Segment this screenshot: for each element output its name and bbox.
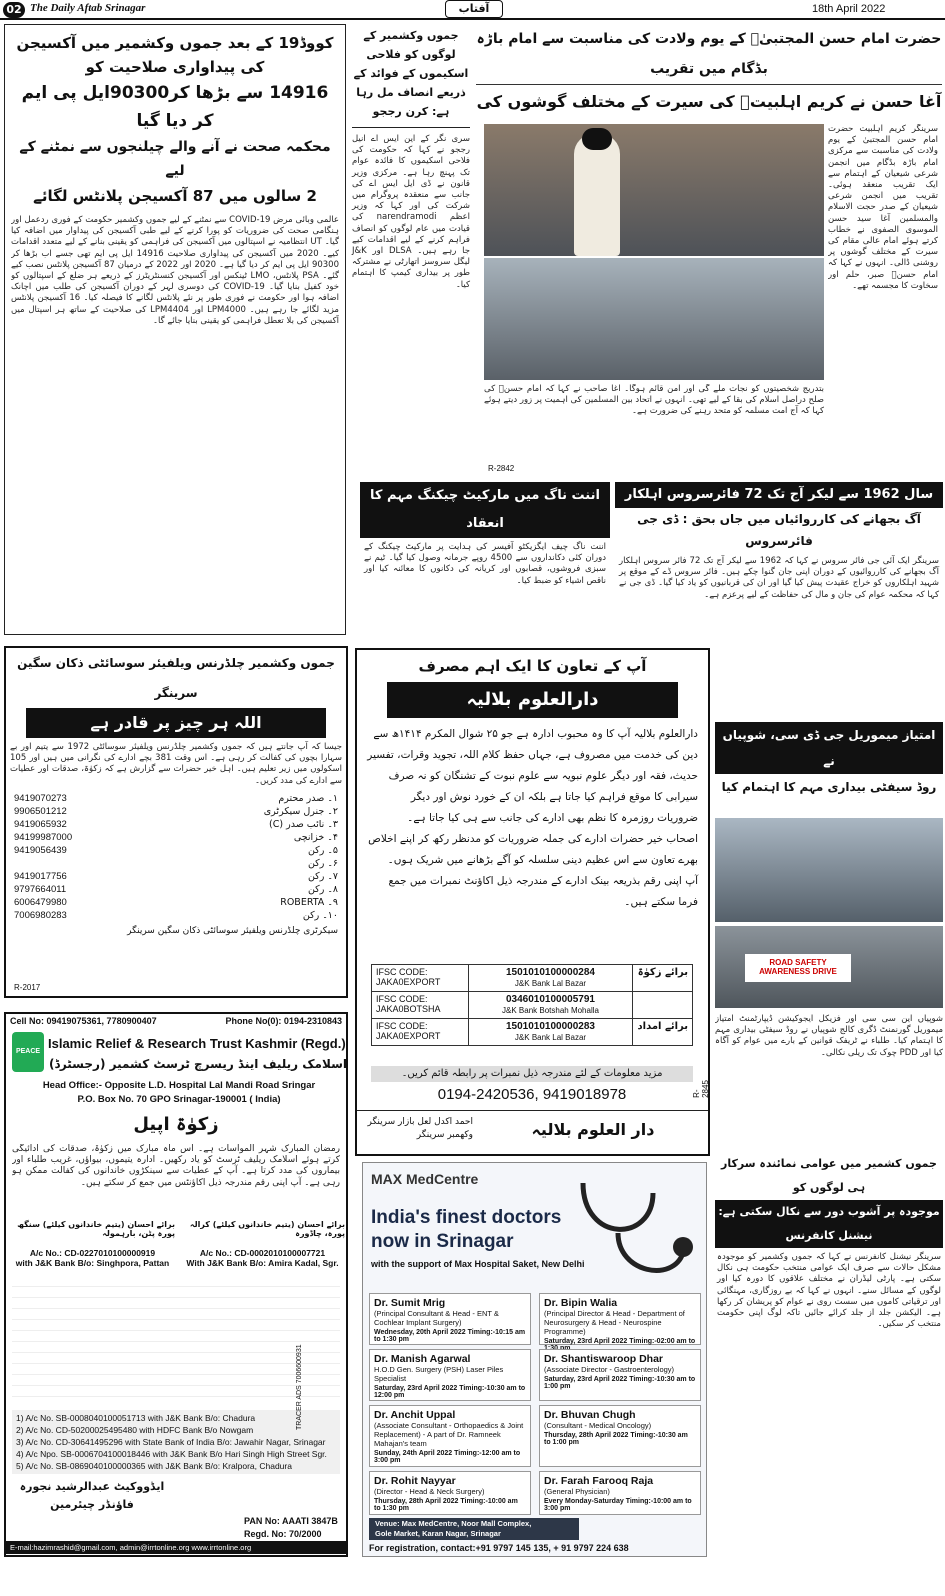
doctor-card: Dr. Rohit Nayyar (Director - Head & Neck Surgery) Thursday, 28th April 2022 Timing:-10:00 am to 1:30 pm [369,1471,531,1515]
max-medcentre-ad [362,1162,707,1557]
doctor-card: Dr. Manish Agarwal H.O.D Gen. Surgery (PSH) Laser Piles Specialist Saturday, 23rd April 2022 Timing:-10:30 am to 12:00 pm [369,1349,531,1401]
contact-row: 9797664011 ۸۔ رکن [14,884,338,895]
imtiaz-photo-1 [715,818,943,922]
ir-account-row: 3) A/c No. CD-30641495296 with State Bank of India B/o: Jawahir Nagar, Srinagar [16,1437,326,1447]
ir-account-row: 4) A/c Npo. SB-0006704100018446 with J&K Bank B/o Hari Singh High Street Sgr. [16,1449,327,1459]
ir-head-office: Head Office:- Opposite L.D. Hospital Lal Mandi Road Sringar [42,1080,316,1091]
welfare-ad [4,646,348,998]
ir-email: E-mail:hazimrashid@gmail.com, admin@irrtonline.org www.irrtonline.org [6,1541,346,1554]
ir-signature-2: فاؤنڈر چیئرمین [50,1498,134,1511]
darul-uloom-ad [355,648,710,1156]
ir-appeal-body: رمضان المبارک شہر المواسات ہے۔ اس ماہ مبارک میں زکوٰۃ، صدقات کی ادائیگی کرتے ہوئے اسلامک ریلیف ٹرسٹ کو یاد رکھیں۔ ادارہ یتیموں، بیواؤں، غریب طلباء اور بیماروں کی مدد کرتا ہے۔ آپ کے عطیات سے سینکڑوں خاندانوں کی کفالت ممکن ہو رہی ہے۔ آپ اپنی رقم مندرجہ ذیل اکاؤنٹس میں جمع کر سکتے ہیں۔ [12,1144,340,1188]
students-body: سری نگر کے این ایس اے انیل رججو نے کہا کہ حکومت کی فلاحی اسکیموں کا فائدہ عوام تک پہنچ رہا ہے۔ مرکزی وزیر قانون نے ڈی ایل ایس اے کی جانب سے منعقدہ پروگرام میں شرکت کی اور کہا کہ وزیر اعظم narendramodi کی قیادت میں عام لوگوں کو انصاف فراہم کرنے کے لیے اقدامات کیے جا رہے ہیں۔ DLSA اور J&K لیگل سروسز اتھارٹی نے مشترکہ طور پر بیداری کیمپ کا اہتمام کیا۔ [352,134,470,290]
contact-row: 9419070273 ۱۔ صدر محترم [14,793,338,804]
ir-account-row: 5) A/c No. SB-0869040100000365 with J&K Bank B/o: Kralpora, Chadura [16,1461,292,1471]
max-venue: Venue: Max MedCentre, Noor Mall Complex, Gole Market, Karan Nagar, Srinagar [369,1518,579,1540]
ir-po-box: P.O. Box No. 70 GPO Srinagar-190001 ( India) [77,1094,281,1105]
islamic-relief-ad [4,1012,348,1557]
welfare-body: جیسا کہ آپ جانتے ہیں کہ جموں وکشمیر چلڈرنس ویلفیئر سوسائٹی 1972 سے یتیم اور بے سہارا بچوں کی کفالت کر رہی ہے۔ اس وقت 381 بچے ادارے کی نگرانی میں ہیں اور 105 اسکولوں میں زیر تعلیم ہیں۔ اہل خیر حضرات سے گزارش ہے کہ زکوٰۃ، صدقات اور عطیات سے ادارے کی مدد کریں۔ [10,742,342,786]
speaker-figure [574,134,620,256]
contact-row: 9419065932 ۳۔ نائب صدر (C) [14,819,338,830]
welfare-footer: سیکرٹری چلڈرنس ویلفیئر سوسائٹی ذکان سگین سرینگر [127,926,338,936]
nc-headline-1: جموں کشمیر میں عوامی نمائندہ سرکار ہی لوگوں کو [721,1157,937,1194]
welfare-ref: R-2017 [14,983,41,992]
imam-headline-2: آغا حسن نے کریم اہلبیتؑ کی سیرت کے مختلف گوشوں کی [476,92,942,111]
contact-row: 9906501212 ۲۔ جنرل سیکرٹری [14,806,338,817]
du-account-row: IFSC CODE: JAKA0EXPORT 1501010100000283 J&K Bank Lal Bazar برائے امداد [372,1019,692,1045]
covid-story [4,24,346,635]
covid-headline-2: 14916 سے بڑھا کر90300ایل پی ایم کر دیا گیا [21,83,329,131]
nc-story [715,1152,943,1557]
imam-headline-1: حضرت امام حسن المجتبیٰؑ کے یوم ولادت کی مناسبت سے امام باڑہ بڈگام میں تقریب [476,24,942,85]
du-footer-name: دار العلوم بلالیہ [531,1120,655,1139]
du-account-row: IFSC CODE: JAKA0BOTSHA 0346010100005791 J&K Bank Botshah Mohalla [372,992,692,1019]
ir-name-en: Islamic Relief & Research Trust Kashmir (Regd.) [48,1036,346,1051]
covid-headline-3: محکمہ صحت نے آنے والے چیلنجوں سے نمٹنے کے لیے [19,139,331,179]
welfare-title: جموں وکشمیر چلڈرنس ویلفیئر سوسائٹی ذکان سگین سرینگر [17,656,335,700]
students-story [350,24,472,479]
imtiaz-headline-1: امتیاز میموریل جی ڈی سی، شوپیاں نے [715,722,943,774]
du-institution: دارالعلوم بلالیہ [387,682,678,718]
masthead-date: 18th April 2022 [812,3,886,15]
tracer-ads-side: TRACER ADS 7006600931 [296,1344,303,1430]
ir-left-fund: برائے احسان (یتیم خاندانوں کیلئے) سنگھ پورہ پٹن، بارہمولہ [17,1220,175,1238]
nc-headline-2: موجودہ پر آشوب دور سے نکال سکتی ہے: نیشنل کانفرنس [715,1200,943,1248]
imtiaz-body: شوپیاں این سی سی اور فزیکل ایجوکیشن ڈیپارٹمنٹ امتیاز میموریل گورنمنٹ ڈگری کالج شوپیاں نے روڈ سیفٹی بیداری مہم کا اہتمام کیا۔ طلباء نے ٹریفک قوانین کے بارے میں عوام کو آگاہ کیا اور PDD چوک تک ریلی نکالی۔ [715,1014,943,1058]
du-imdad-label: برائے امداد [632,1019,692,1045]
doctor-card: Dr. Bhuvan Chugh (Consultant - Medical Oncology) Thursday, 28th April 2022 Timing:-10:30 am to 1:00 pm [539,1405,701,1467]
ir-right-ac: A/c No.: CD-0002010100007721 With J&K Bank B/o: Amira Kadal, Sgr. [186,1248,339,1268]
paper-name: The Daily Aftab Srinagar [30,2,146,14]
max-registration: For registration, contact:+91 9797 145 135, + 91 9797 224 638 [369,1543,629,1553]
imtiaz-photo-2 [715,926,943,1008]
imam-ref: R-2842 [488,464,515,473]
doctor-card: Dr. Farah Farooq Raja (General Physician) Every Monday-Saturday Timing:-10:00 am to 3:00 pm [539,1471,701,1515]
doctor-card: Dr. Bipin Walia (Principal Director & Head - Department of Neurosurgery & Head - Neurospine Programme) Saturday, 23rd April 2022 Timing:-02:00 am to [539,1293,701,1345]
imam-photo-bottom [484,258,824,380]
ir-left-ac: A/c No.: CD-0227010100000919 with J&K Bank B/o: Singhpora, Pattan [15,1248,170,1268]
road-safety-banner: ROAD SAFETY AWARENESS DRIVE [745,954,851,982]
contact-row: 94199987000 ۴۔ خزانچی [14,832,338,843]
nc-body: سرینگر نیشنل کانفرنس نے کہا کہ جموں وکشمیر کو موجودہ مشکل حالات سے صرف ایک عوامی منتخب حکومت ہی نکال سکتی ہے۔ پارٹی لیڈران نے مختلف علاقوں کا دورہ کیا اور لوگوں کے مسائل سنے۔ انہوں نے کہا کہ بے روزگاری، مہنگائی اور ترقیاتی کاموں میں سست روی نے عوام کو پریشان کر رکھا ہے۔ الیکشن جلد از جلد کرائے جائیں تاکہ لوگ اپنی حکومت منتخب کر سکیں۔ [717,1252,941,1330]
du-heading: آپ کے تعاون کا ایک اہم مصرف [418,657,647,675]
speaker-turban [582,128,612,150]
ir-contact-bar [6,1014,346,1028]
imam-body-mid: بتدریج شخصیتوں کو نجات ملے گی اور امن قائم ہوگا۔ آغا صاحب نے کہا کہ امام حسنؑ کی صلح دراصل اسلام کی بقا کے لیے تھی۔ انہوں نے اتحاد بین المسلمین کی اہمیت پر زور دیتے ہوئے کہا کہ آج امت مسلمہ کو متحد رہنے کی ضرورت ہے۔ [484,384,824,417]
imtiaz-story [715,722,943,1150]
du-more-info: مزید معلومات کے لئے مندرجہ ذیل نمبرات پر رابطہ قائم کریں۔ [371,1066,693,1082]
imam-body-right: سرینگر کریم اہلبیت حضرت امام حسن المجتبیٰ کے یوم ولادت کی مناسبت سے مرکزی امام باڑہ بڈگام میں انجمن شرعی شیعیان کے اہتمام سے ایک تقریب منعقد ہوئی۔ تقریب میں انجمن شرعی شیعیان کے صدر حجت الاسلام والمسلمین آغا سید حسن الموسوی الصفوی نے خطاب کرتے ہوئے امام عالی مقام کی سیرت کے مختلف گوشوں پر روشنی ڈالی۔ انہوں نے کہا کہ امام حسنؑ صبر، حلم اور سخاوت کا مجسمہ تھے۔ [828,124,938,291]
contact-row: 9419056439 ۵۔ رکن [14,845,338,856]
masthead [0,0,945,20]
covid-headline-1: کووڈ19 کے بعد جموں وکشمیر میں آکسیجن کی پیداواری صلاحیت کو [16,34,334,76]
du-zakat-label: برائے زکوٰۃ [632,965,692,991]
ir-account-list [12,1410,340,1474]
du-address: احمد اکدل لعل بازار سرینگر وکھمبر سرینگر [367,1117,473,1140]
page-number: 02 [3,2,25,18]
masthead-logo: آفتاب [445,0,503,18]
ir-account-row: 1) A/c No. SB-0008040100051713 with J&K Bank B/o: Chadura [16,1413,256,1423]
max-headline-2: now in Srinagar [371,1231,514,1252]
covid-body: عالمی وبائی مرض COVID-19 سے نمٹنے کے لیے جموں وکشمیر حکومت کے فوری ردعمل اور ہنگامی صحت کی ضروریات کو پورا کرنے کے لیے طبی آکسیجن کی پیداوار میں اضافہ کیا گیا۔ UT انتظامیہ نے اسپتالوں میں آکسیجن کی فراہمی کو یقینی بنانے کے لیے متعدد اقدامات کیے۔ 2020 میں آکسیجن کی پیداواری صلاحیت 14916 ایل پی ایم تھی جسے اب بڑھا کر 90300 ایل پی ایم کر دیا گیا ہے۔ 2020 اور 2022 کے درمیان 87 آکسیجن پلانٹس نصب کیے گئے۔ PSA پلانٹس، LMO ٹینکس اور آکسیجن کنسنٹریٹرز کے ذریعے ہر ضلع کے اسپتالوں کو خود کفیل بنایا گیا۔ COVID-19 کی دوسری لہر کے دوران آکسیجن کی طلب میں اچانک اضافہ ہوا اور حکومت نے فوری طور پر نئے پلانٹس لگانے کا فیصلہ کیا۔ 16 آکسیجن پلانٹس مزید لگائے جا رہے ہیں۔ LPM4000 اور LPM4404 کی صلاحیت کے ساتھ ہر اسپتال میں آکسیجن کی بلا تعطل فراہمی کو یقینی بنایا جائے گا۔ [11,215,339,326]
max-brand: MAX MedCentre [371,1171,479,1187]
du-body-2: اصحاب خیر حضرات ادارے کی جملہ ضروریات کو مدنظر رکھ کر اپنے اخلاص بھرے تعاون سے اس عظیم دینی سلسلہ کو آگے بڑھانے میں شریک ہوں۔ [368,833,698,866]
covid-headline-4: 2 سالوں میں 87 آکسیجن پلانٹس لگائے [33,187,317,205]
fire-headline-1: سال 1962 سے لیکر آج تک 72 فائرسروس اہلکار [615,482,943,508]
welfare-contacts [6,792,346,922]
doctor-card: Dr. Shantiswaroop Dhar (Associate Director - Gastroenterology) Saturday, 23rd April 2022 Timing:-10:30 am to 1:00 pm [539,1349,701,1401]
market-body: اننت ناگ چیف ایگزیکٹو آفیسر کی ہدایت پر مارکیٹ چیکنگ کے دوران کئی دکانداروں سے 4500 روپے جرمانہ وصول کیا گیا۔ ٹیم نے سبزی فروشوں، قصابوں اور کریانہ کی دکانوں کا معائنہ کیا اور ناقص اشیاء کو ضبط کیا۔ [364,542,606,586]
max-support: with the support of Max Hospital Saket, New Delhi [371,1259,585,1269]
ir-logo: PEACE [12,1032,44,1072]
du-phones: 0194-2420536, 9419018978 [437,1086,627,1103]
du-account-table [371,964,693,1046]
du-body-1: دارالعلوم بلالیہ آپ کا وہ محبوب ادارہ ہے جو ۲۵ شوال المکرم ۱۴۱۴ھ سے دین کی خدمت میں مصروف ہے، جہاں حفظ کلام اللہ، تجوید وقرات، تفسیر حدیث، فقہ اور دیگر علوم نبویہ سے علوم نبوت کے تشنگان کو نہ صرف سیرابی کا موقع فراہم کیا جاتا ہے بلکہ ان کے خورد نوش اور دیگر ضروریات روزمرہ کا نظم بھی ادارے کی جانب سے ہی کیا جاتا ہے۔ [367,728,698,824]
ir-right-fund: برائے احسان (یتیم خاندانوں کیلئے) کرالہ پورہ، چاڈورہ [189,1220,345,1238]
stethoscope-icon [563,1173,703,1303]
imam-story [476,24,942,479]
ir-name-ur: اسلامک ریلیف اینڈ ریسرچ ٹرسٹ کشمیر (رجسٹرڈ) [48,1057,347,1071]
du-body-3: آپ اپنی رقم بذریعہ بینک ادارے کے مندرجہ ذیل اکاؤنٹ نمبرات میں جمع فرما سکتے ہیں۔ [388,875,698,908]
students-headline: جموں وکشمیر کے لوگوں کو فلاحی اسکیموں کے فوائد کے ذریعے انصاف مل رہا ہے: کرن رججو [353,29,469,118]
market-story [360,482,610,640]
du-ref: R-2845 [691,1080,710,1098]
contact-row: 6006479980 ۹۔ ROBERTA [14,897,338,908]
imtiaz-headline-2: روڈ سیفٹی بیداری مہم کا اہتمام کیا [721,780,937,794]
ir-list-body [12,1276,340,1406]
doctor-card: Dr. Anchit Uppal (Associate Consultant - Orthopaedics & Joint Replacement) - A part of Dr. Ramneek Mahajan's team Sunday, 24th April 2022 Timing:-12:00 am to 3:00 pm [369,1405,531,1467]
imam-photo-top [484,124,824,256]
fire-headline-2: آگ بجھانے کی کارروائیاں میں جاں بحق : ڈی جی فائرسروس [637,512,921,548]
doctor-card: Dr. Sumit Mrig (Principal Consultant & Head - ENT & Cochlear Implant Surgery) Wednesday, 20th April 2022 Timing:-10:15 am to 1:30 pm [369,1293,531,1345]
ir-signature-1: ایڈووکیٹ عبدالرشید نجورہ [19,1480,165,1493]
ir-regd: Regd. No: 70/2000 [244,1529,322,1539]
ir-phone: Phone No(0): 0194-2310843 [225,1016,342,1026]
du-account-row: IFSC CODE: JAKA0EXPORT 1501010100000284 J&K Bank Lal Bazar برائے زکوٰۃ [372,965,692,992]
ir-appeal: زکوٰۃ اپیل [133,1114,219,1135]
contact-row: ۶۔ رکن [307,858,338,869]
market-headline: اننت ناگ میں مارکیٹ چیکنگ مہم کا انعقاد [360,482,610,538]
max-headline-1: India's finest doctors [371,1207,562,1228]
contact-row: 7006980283 ۱۰۔ رکن [14,910,338,921]
welfare-slogan: اللہ ہر چیز پر قادر ہے [26,708,326,738]
ir-pan: PAN No: AAATI 3847B [244,1516,338,1526]
contact-row: 9419017756 ۷۔ رکن [14,871,338,882]
ir-cell: Cell No: 09419075361, 7780900407 [10,1016,157,1026]
fire-body: سرینگر ایک آئی جی فائر سروس نے کہا کہ 1962 سے لیکر آج تک 72 فائر سروس اہلکار آگ بجھانے کی کارروائیوں کے دوران اپنی جان گنوا چکے ہیں۔ فائر سروس ڈے کے موقع پر شہید اہلکاروں کو خراج عقیدت پیش کیا گیا اور ان کی قربانیوں کو یاد کیا گیا۔ ڈی جی نے کہا کہ محکمہ عوام کی جان و مال کی حفاظت کے لیے پرعزم ہے۔ [619,556,939,600]
ir-account-row: 2) A/c No. CD-50200025495480 with HDFC Bank B/o Nowgam [16,1425,254,1435]
